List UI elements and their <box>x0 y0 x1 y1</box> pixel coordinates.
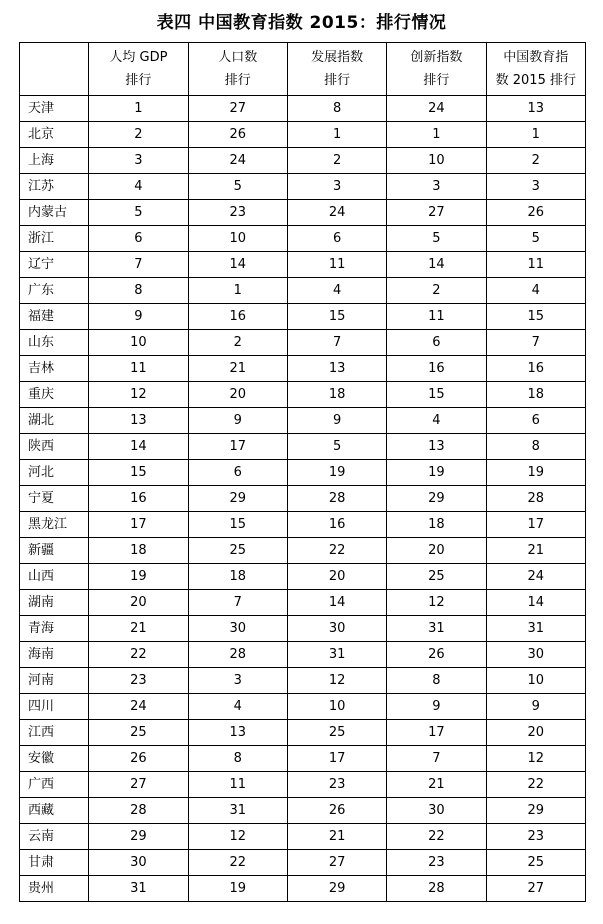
population-rank-cell: 25 <box>188 538 287 564</box>
population-rank-cell: 30 <box>188 616 287 642</box>
header-line-1: 中国教育指 <box>503 50 569 65</box>
development-rank-cell: 22 <box>287 538 386 564</box>
province-cell: 陕西 <box>20 434 89 460</box>
development-rank-cell: 9 <box>287 408 386 434</box>
gdp-rank-cell: 2 <box>89 122 188 148</box>
innovation-rank-cell: 28 <box>387 876 486 902</box>
development-rank-cell: 31 <box>287 642 386 668</box>
header-line-1: 人口数 <box>218 50 258 65</box>
development-rank-cell: 18 <box>287 382 386 408</box>
gdp-rank-cell: 21 <box>89 616 188 642</box>
population-rank-cell: 28 <box>188 642 287 668</box>
gdp-rank-cell: 8 <box>89 278 188 304</box>
population-rank-cell: 9 <box>188 408 287 434</box>
education-index-rank-cell: 5 <box>486 226 585 252</box>
population-rank-cell: 2 <box>188 330 287 356</box>
province-cell: 贵州 <box>20 876 89 902</box>
province-cell: 黑龙江 <box>20 512 89 538</box>
education-index-rank-cell: 22 <box>486 772 585 798</box>
innovation-rank-cell: 17 <box>387 720 486 746</box>
table-row <box>20 96 586 122</box>
province-cell: 宁夏 <box>20 486 89 512</box>
gdp-rank-cell: 9 <box>89 304 188 330</box>
population-rank-cell: 1 <box>188 278 287 304</box>
gdp-rank-cell: 28 <box>89 798 188 824</box>
development-rank-cell: 3 <box>287 174 386 200</box>
table-row <box>20 564 586 590</box>
development-rank-cell: 7 <box>287 330 386 356</box>
table-row <box>20 720 586 746</box>
table-row <box>20 824 586 850</box>
table-row <box>20 642 586 668</box>
population-rank-cell: 13 <box>188 720 287 746</box>
development-rank-cell: 2 <box>287 148 386 174</box>
development-rank-cell: 21 <box>287 824 386 850</box>
education-index-rank-cell: 24 <box>486 564 585 590</box>
population-rank-cell: 10 <box>188 226 287 252</box>
table-body <box>20 96 586 902</box>
population-rank-cell: 24 <box>188 148 287 174</box>
education-index-rank-cell: 2 <box>486 148 585 174</box>
gdp-rank-cell: 10 <box>89 330 188 356</box>
province-cell: 天津 <box>20 96 89 122</box>
table-row <box>20 356 586 382</box>
development-rank-cell: 28 <box>287 486 386 512</box>
header-line-1: 创新指数 <box>410 50 463 65</box>
education-index-rank-cell: 18 <box>486 382 585 408</box>
header-line-2: 排行 <box>423 73 450 88</box>
innovation-rank-cell: 14 <box>387 252 486 278</box>
gdp-rank-cell: 27 <box>89 772 188 798</box>
gdp-rank-cell: 7 <box>89 252 188 278</box>
development-rank-cell: 6 <box>287 226 386 252</box>
education-index-rank-cell: 28 <box>486 486 585 512</box>
development-rank-cell: 20 <box>287 564 386 590</box>
table-row <box>20 616 586 642</box>
header-gdp-rank <box>89 43 188 96</box>
province-cell: 云南 <box>20 824 89 850</box>
innovation-rank-cell: 8 <box>387 668 486 694</box>
table-row <box>20 876 586 902</box>
development-rank-cell: 14 <box>287 590 386 616</box>
population-rank-cell: 14 <box>188 252 287 278</box>
population-rank-cell: 16 <box>188 304 287 330</box>
province-cell: 广东 <box>20 278 89 304</box>
table-row <box>20 538 586 564</box>
gdp-rank-cell: 5 <box>89 200 188 226</box>
innovation-rank-cell: 7 <box>387 746 486 772</box>
gdp-rank-cell: 17 <box>89 512 188 538</box>
innovation-rank-cell: 19 <box>387 460 486 486</box>
province-cell: 吉林 <box>20 356 89 382</box>
gdp-rank-cell: 18 <box>89 538 188 564</box>
table-row <box>20 122 586 148</box>
gdp-rank-cell: 29 <box>89 824 188 850</box>
innovation-rank-cell: 23 <box>387 850 486 876</box>
education-index-rank-cell: 12 <box>486 746 585 772</box>
innovation-rank-cell: 26 <box>387 642 486 668</box>
gdp-rank-cell: 6 <box>89 226 188 252</box>
table-row <box>20 330 586 356</box>
gdp-rank-cell: 19 <box>89 564 188 590</box>
population-rank-cell: 4 <box>188 694 287 720</box>
gdp-rank-cell: 1 <box>89 96 188 122</box>
table-row <box>20 408 586 434</box>
gdp-rank-cell: 13 <box>89 408 188 434</box>
province-cell: 山东 <box>20 330 89 356</box>
population-rank-cell: 23 <box>188 200 287 226</box>
innovation-rank-cell: 2 <box>387 278 486 304</box>
innovation-rank-cell: 5 <box>387 226 486 252</box>
development-rank-cell: 12 <box>287 668 386 694</box>
table-row <box>20 590 586 616</box>
population-rank-cell: 5 <box>188 174 287 200</box>
gdp-rank-cell: 4 <box>89 174 188 200</box>
population-rank-cell: 29 <box>188 486 287 512</box>
education-index-rank-cell: 27 <box>486 876 585 902</box>
population-rank-cell: 11 <box>188 772 287 798</box>
education-index-rank-cell: 30 <box>486 642 585 668</box>
education-index-rank-cell: 1 <box>486 122 585 148</box>
population-rank-cell: 21 <box>188 356 287 382</box>
development-rank-cell: 13 <box>287 356 386 382</box>
province-cell: 江苏 <box>20 174 89 200</box>
development-rank-cell: 30 <box>287 616 386 642</box>
header-development-rank <box>287 43 386 96</box>
development-rank-cell: 25 <box>287 720 386 746</box>
gdp-rank-cell: 14 <box>89 434 188 460</box>
development-rank-cell: 23 <box>287 772 386 798</box>
table-row <box>20 200 586 226</box>
province-cell: 河北 <box>20 460 89 486</box>
province-cell: 福建 <box>20 304 89 330</box>
header-line-1: 人均 GDP <box>109 50 168 65</box>
development-rank-cell: 29 <box>287 876 386 902</box>
development-rank-cell: 8 <box>287 96 386 122</box>
innovation-rank-cell: 20 <box>387 538 486 564</box>
innovation-rank-cell: 15 <box>387 382 486 408</box>
innovation-rank-cell: 22 <box>387 824 486 850</box>
development-rank-cell: 11 <box>287 252 386 278</box>
table-row <box>20 278 586 304</box>
education-index-rank-cell: 11 <box>486 252 585 278</box>
province-cell: 四川 <box>20 694 89 720</box>
population-rank-cell: 19 <box>188 876 287 902</box>
gdp-rank-cell: 26 <box>89 746 188 772</box>
gdp-rank-cell: 12 <box>89 382 188 408</box>
education-index-rank-cell: 31 <box>486 616 585 642</box>
population-rank-cell: 6 <box>188 460 287 486</box>
gdp-rank-cell: 24 <box>89 694 188 720</box>
header-line-2: 数 2015 排行 <box>495 73 576 88</box>
gdp-rank-cell: 3 <box>89 148 188 174</box>
province-cell: 新疆 <box>20 538 89 564</box>
education-index-rank-cell: 17 <box>486 512 585 538</box>
population-rank-cell: 17 <box>188 434 287 460</box>
innovation-rank-cell: 30 <box>387 798 486 824</box>
population-rank-cell: 20 <box>188 382 287 408</box>
header-population-rank <box>188 43 287 96</box>
education-index-rank-cell: 20 <box>486 720 585 746</box>
innovation-rank-cell: 1 <box>387 122 486 148</box>
table-row <box>20 746 586 772</box>
innovation-rank-cell: 12 <box>387 590 486 616</box>
innovation-rank-cell: 27 <box>387 200 486 226</box>
province-cell: 安徽 <box>20 746 89 772</box>
province-cell: 上海 <box>20 148 89 174</box>
innovation-rank-cell: 24 <box>387 96 486 122</box>
education-index-rank-cell: 23 <box>486 824 585 850</box>
table-row <box>20 772 586 798</box>
education-index-rank-cell: 6 <box>486 408 585 434</box>
ranking-table <box>19 42 586 902</box>
development-rank-cell: 10 <box>287 694 386 720</box>
development-rank-cell: 16 <box>287 512 386 538</box>
innovation-rank-cell: 4 <box>387 408 486 434</box>
education-index-rank-cell: 8 <box>486 434 585 460</box>
province-cell: 山西 <box>20 564 89 590</box>
table-row <box>20 226 586 252</box>
province-cell: 辽宁 <box>20 252 89 278</box>
population-rank-cell: 3 <box>188 668 287 694</box>
table-row <box>20 460 586 486</box>
gdp-rank-cell: 22 <box>89 642 188 668</box>
table-row <box>20 486 586 512</box>
innovation-rank-cell: 10 <box>387 148 486 174</box>
header-line-1: 发展指数 <box>311 50 364 65</box>
table-row <box>20 850 586 876</box>
gdp-rank-cell: 11 <box>89 356 188 382</box>
population-rank-cell: 26 <box>188 122 287 148</box>
header-province <box>20 43 89 96</box>
province-cell: 青海 <box>20 616 89 642</box>
population-rank-cell: 8 <box>188 746 287 772</box>
population-rank-cell: 31 <box>188 798 287 824</box>
innovation-rank-cell: 6 <box>387 330 486 356</box>
innovation-rank-cell: 16 <box>387 356 486 382</box>
education-index-rank-cell: 16 <box>486 356 585 382</box>
province-cell: 甘肃 <box>20 850 89 876</box>
header-line-2: 排行 <box>224 73 251 88</box>
province-cell: 江西 <box>20 720 89 746</box>
education-index-rank-cell: 29 <box>486 798 585 824</box>
innovation-rank-cell: 18 <box>387 512 486 538</box>
table-row <box>20 252 586 278</box>
table-row <box>20 382 586 408</box>
education-index-rank-cell: 9 <box>486 694 585 720</box>
innovation-rank-cell: 11 <box>387 304 486 330</box>
province-cell: 湖南 <box>20 590 89 616</box>
gdp-rank-cell: 31 <box>89 876 188 902</box>
header-education-index-rank <box>486 43 585 96</box>
province-cell: 重庆 <box>20 382 89 408</box>
education-index-rank-cell: 14 <box>486 590 585 616</box>
gdp-rank-cell: 15 <box>89 460 188 486</box>
table-row <box>20 174 586 200</box>
province-cell: 内蒙古 <box>20 200 89 226</box>
innovation-rank-cell: 9 <box>387 694 486 720</box>
innovation-rank-cell: 25 <box>387 564 486 590</box>
header-innovation-rank <box>387 43 486 96</box>
innovation-rank-cell: 3 <box>387 174 486 200</box>
innovation-rank-cell: 21 <box>387 772 486 798</box>
education-index-rank-cell: 21 <box>486 538 585 564</box>
innovation-rank-cell: 31 <box>387 616 486 642</box>
table-title: 表四 中国教育指数 2015：排行情况 <box>156 13 447 33</box>
education-index-rank-cell: 13 <box>486 96 585 122</box>
population-rank-cell: 18 <box>188 564 287 590</box>
development-rank-cell: 15 <box>287 304 386 330</box>
gdp-rank-cell: 25 <box>89 720 188 746</box>
province-cell: 广西 <box>20 772 89 798</box>
table-row <box>20 798 586 824</box>
development-rank-cell: 1 <box>287 122 386 148</box>
table-row <box>20 148 586 174</box>
province-cell: 海南 <box>20 642 89 668</box>
education-index-rank-cell: 19 <box>486 460 585 486</box>
development-rank-cell: 26 <box>287 798 386 824</box>
table-row <box>20 304 586 330</box>
header-line-2: 排行 <box>324 73 351 88</box>
education-index-rank-cell: 4 <box>486 278 585 304</box>
gdp-rank-cell: 23 <box>89 668 188 694</box>
development-rank-cell: 5 <box>287 434 386 460</box>
table-row <box>20 434 586 460</box>
province-cell: 湖北 <box>20 408 89 434</box>
population-rank-cell: 7 <box>188 590 287 616</box>
province-cell: 西藏 <box>20 798 89 824</box>
province-cell: 北京 <box>20 122 89 148</box>
table-row <box>20 694 586 720</box>
education-index-rank-cell: 26 <box>486 200 585 226</box>
gdp-rank-cell: 20 <box>89 590 188 616</box>
innovation-rank-cell: 13 <box>387 434 486 460</box>
innovation-rank-cell: 29 <box>387 486 486 512</box>
province-cell: 河南 <box>20 668 89 694</box>
population-rank-cell: 27 <box>188 96 287 122</box>
province-cell: 浙江 <box>20 226 89 252</box>
header-row <box>20 43 586 96</box>
table-row <box>20 668 586 694</box>
gdp-rank-cell: 30 <box>89 850 188 876</box>
education-index-rank-cell: 15 <box>486 304 585 330</box>
population-rank-cell: 22 <box>188 850 287 876</box>
development-rank-cell: 19 <box>287 460 386 486</box>
education-index-rank-cell: 3 <box>486 174 585 200</box>
development-rank-cell: 27 <box>287 850 386 876</box>
population-rank-cell: 15 <box>188 512 287 538</box>
gdp-rank-cell: 16 <box>89 486 188 512</box>
development-rank-cell: 4 <box>287 278 386 304</box>
development-rank-cell: 24 <box>287 200 386 226</box>
education-index-rank-cell: 7 <box>486 330 585 356</box>
development-rank-cell: 17 <box>287 746 386 772</box>
header-line-2: 排行 <box>125 73 152 88</box>
table-row <box>20 512 586 538</box>
population-rank-cell: 12 <box>188 824 287 850</box>
education-index-rank-cell: 25 <box>486 850 585 876</box>
education-index-rank-cell: 10 <box>486 668 585 694</box>
